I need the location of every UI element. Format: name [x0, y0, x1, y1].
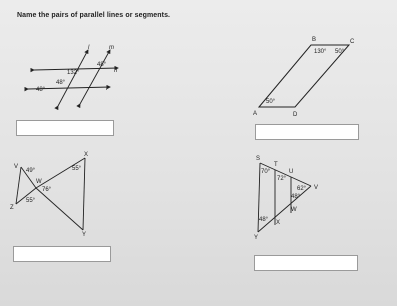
angle-72: 72° — [277, 176, 287, 182]
vertex-t: T — [274, 162, 278, 168]
angle-132: 132° — [67, 70, 80, 76]
vertex-x: X — [276, 220, 281, 226]
instruction-text: Name the pairs of parallel lines or segments. — [17, 12, 171, 19]
vertex-d: D — [293, 112, 298, 118]
label-l: l — [88, 45, 90, 51]
vertex-b: B — [312, 37, 317, 43]
vertex-a: A — [253, 111, 258, 117]
label-r: r — [106, 86, 108, 92]
vertex-w: W — [36, 179, 42, 185]
angle-49: 49° — [26, 168, 36, 174]
answer-box-3[interactable] — [13, 246, 111, 262]
angle-130: 130° — [314, 49, 327, 55]
figure-1 — [28, 50, 118, 106]
answer-box-4[interactable] — [254, 255, 358, 271]
vertex-y: Y — [82, 232, 87, 238]
label-m: m — [109, 45, 114, 51]
angle-48-c: 48° — [36, 87, 46, 93]
angle-50-a: 50° — [266, 99, 276, 105]
vertex-z: Z — [10, 205, 14, 211]
vertex-y: Y — [254, 235, 259, 241]
angle-55-x: 55° — [72, 166, 82, 172]
vertex-x: X — [84, 152, 89, 158]
vertex-v: V — [314, 185, 319, 191]
angle-70: 70° — [261, 169, 271, 175]
vertex-u: U — [289, 169, 294, 175]
angle-50-c: 50° — [335, 49, 345, 55]
angle-48-b: 48° — [56, 80, 66, 86]
label-n: n — [114, 68, 118, 74]
angle-48-y: 48° — [259, 217, 269, 223]
angle-48-w: 48° — [291, 194, 301, 200]
vertex-s: S — [256, 156, 261, 162]
answer-box-2[interactable] — [255, 124, 359, 140]
vertex-w: W — [291, 207, 297, 213]
vertex-v: V — [14, 164, 19, 170]
answer-box-1[interactable] — [16, 120, 114, 136]
angle-48-a: 48° — [97, 62, 107, 68]
angle-76: 76° — [42, 187, 52, 193]
angle-55-z: 55° — [26, 198, 36, 204]
angle-62: 62° — [297, 186, 307, 192]
vertex-c: C — [350, 39, 355, 45]
line-m — [80, 50, 110, 104]
